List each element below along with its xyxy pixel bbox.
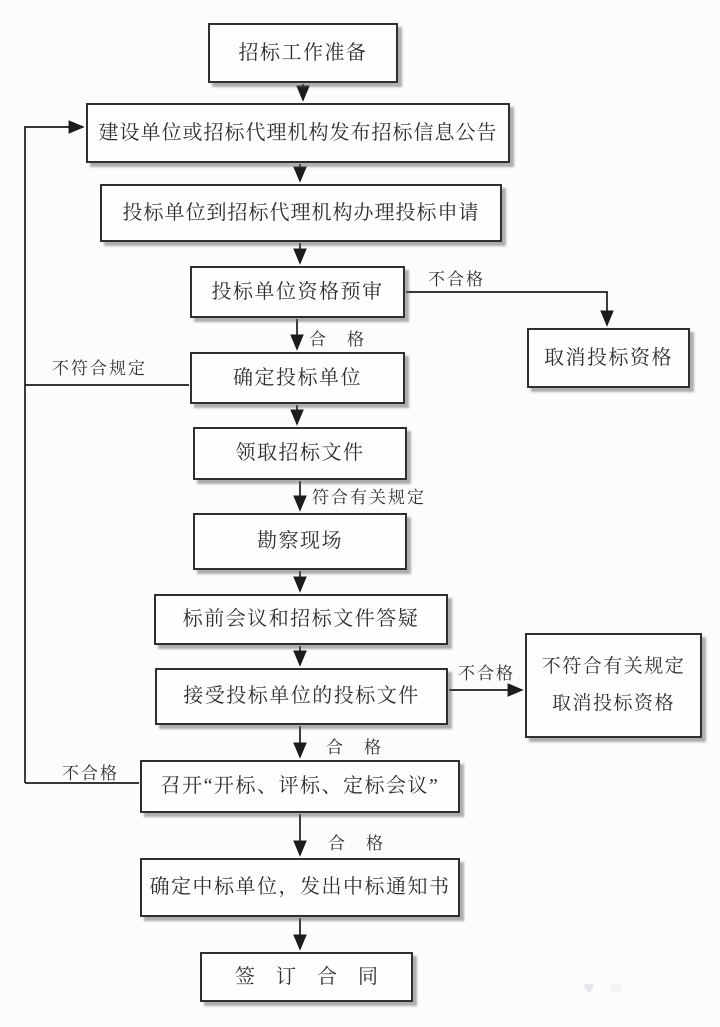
node-award-notice-label: 确定中标单位，发出中标通知书 — [149, 876, 451, 898]
node-announce-label: 建设单位或招标代理机构发布招标信息公告 — [98, 121, 498, 144]
envelope-icon: ✉ — [610, 982, 622, 997]
edge-label-pass-3: 合 格 — [328, 834, 385, 853]
node-determine-bidders — [190, 352, 405, 404]
node-nonconform-cancel-line2: 取消投标资格 — [551, 693, 675, 714]
node-bid-open-meeting — [140, 760, 460, 813]
node-announce — [86, 103, 510, 163]
node-bid-open-meeting-label: 召开“开标、评标、定标会议” — [160, 775, 440, 797]
node-prequalify — [190, 266, 405, 318]
node-accept-bid-docs — [155, 668, 448, 725]
node-apply — [100, 184, 502, 242]
edge-label-pass-2: 合 格 — [326, 738, 383, 757]
node-prepare-label: 招标工作准备 — [238, 41, 368, 64]
node-determine-bidders-label: 确定投标单位 — [233, 366, 362, 389]
node-apply-label: 投标单位到招标代理机构办理投标申请 — [122, 201, 480, 224]
node-pre-bid-meeting — [154, 594, 448, 645]
edge-label-conforming: 符合有关规定 — [312, 488, 426, 507]
edge-label-nonconforming: 不符合规定 — [52, 359, 147, 378]
edge-label-fail-right-1: 不合格 — [428, 270, 485, 289]
node-site-survey-label: 勘察现场 — [257, 530, 343, 552]
edge-label-fail-right-2: 不合格 — [458, 664, 515, 683]
watermark — [583, 982, 622, 997]
node-pre-bid-meeting-label: 标前会议和招标文件答疑 — [182, 608, 420, 630]
node-nonconform-cancel — [525, 633, 702, 738]
node-collect-docs — [193, 427, 407, 480]
node-award-notice — [140, 858, 460, 917]
node-site-survey — [193, 513, 407, 570]
node-cancel-qualification-label: 取消投标资格 — [544, 346, 673, 369]
node-prequalify-label: 投标单位资格预审 — [211, 280, 384, 303]
heart-icon: ♥ — [583, 982, 595, 997]
node-collect-docs-label: 领取招标文件 — [235, 442, 365, 464]
node-prepare — [208, 23, 398, 83]
node-cancel-qualification — [527, 328, 690, 388]
node-sign-contract — [200, 952, 413, 1002]
edge-label-pass-1: 合 格 — [309, 330, 366, 349]
edge-label-fail-left: 不合格 — [62, 764, 119, 783]
node-accept-bid-docs-label: 接受投标单位的投标文件 — [183, 685, 420, 707]
node-nonconform-cancel-line1: 不符合有关规定 — [541, 656, 686, 678]
node-sign-contract-label: 签 订 合 同 — [235, 965, 386, 988]
